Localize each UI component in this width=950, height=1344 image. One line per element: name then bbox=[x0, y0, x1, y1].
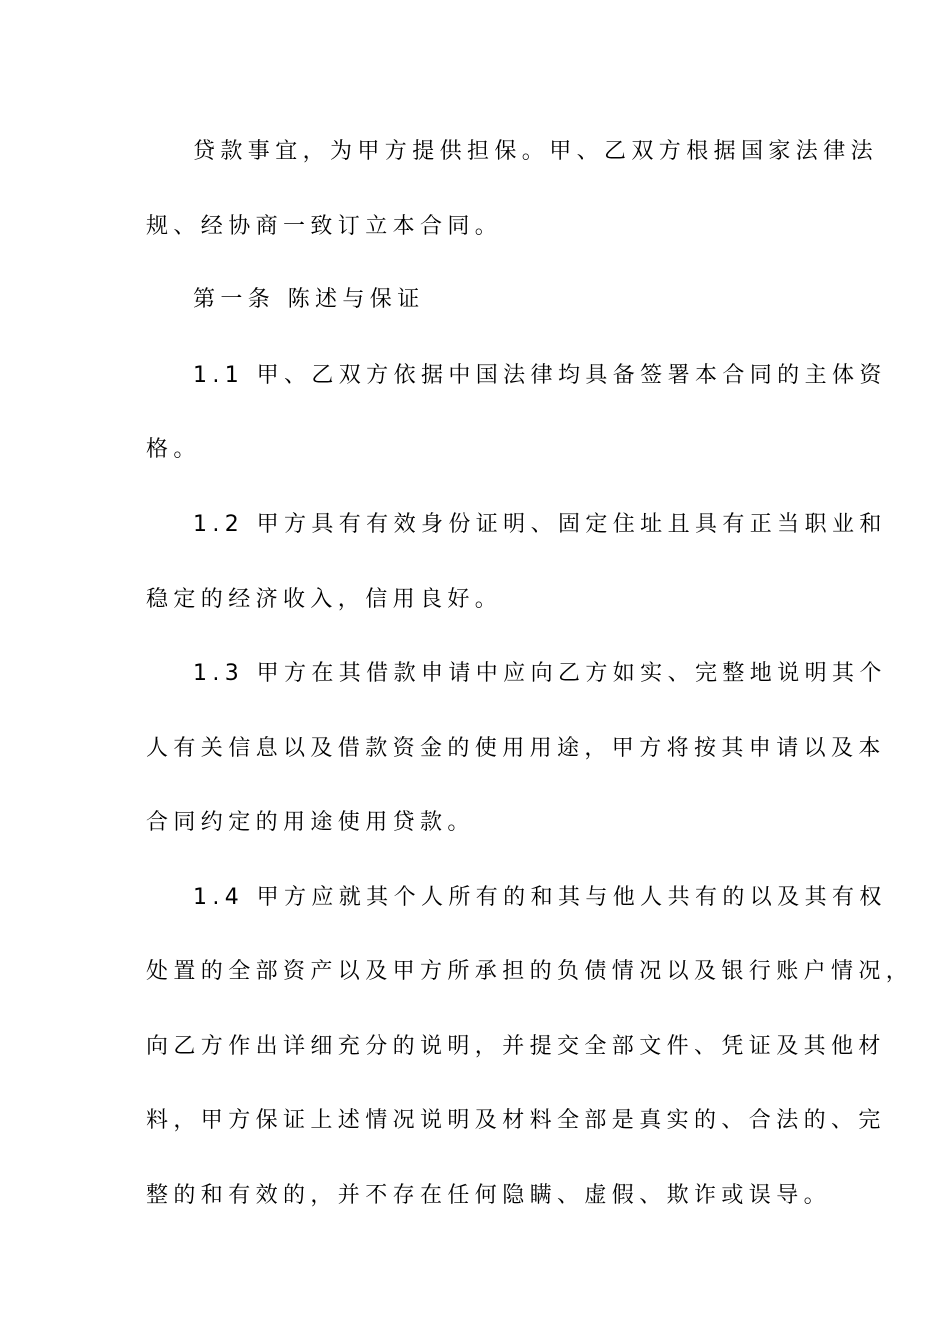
text-line: 规、经协商一致订立本合同。 bbox=[146, 214, 503, 239]
text-line: 向乙方作出详细充分的说明，并提交全部文件、凭证及其他材 bbox=[146, 1034, 886, 1059]
text-line: 格。 bbox=[146, 437, 201, 462]
text-line: 1.1 甲、乙双方依据中国法律均具备签署本合同的主体资 bbox=[193, 363, 887, 388]
text-line: 贷款事宜，为甲方提供担保。甲、乙双方根据国家法律法 bbox=[193, 139, 879, 164]
text-line: 1.4 甲方应就其个人所有的和其与他人共有的以及其有权 bbox=[193, 885, 887, 910]
text-line: 料，甲方保证上述情况说明及材料全部是真实的、合法的、完 bbox=[146, 1108, 886, 1133]
text-line: 稳定的经济收入，信用良好。 bbox=[146, 587, 503, 612]
text-line: 处置的全部资产以及甲方所承担的负债情况以及银行账户情况， bbox=[146, 959, 914, 984]
section-heading: 第一条 陈述与保证 bbox=[193, 287, 425, 312]
text-line: 整的和有效的，并不存在任何隐瞒、虚假、欺诈或误导。 bbox=[146, 1183, 832, 1208]
text-line: 1.3 甲方在其借款申请中应向乙方如实、完整地说明其个 bbox=[193, 661, 887, 686]
text-line: 合同约定的用途使用贷款。 bbox=[146, 810, 475, 835]
text-line: 1.2 甲方具有有效身份证明、固定住址且具有正当职业和 bbox=[193, 512, 887, 537]
text-line: 人有关信息以及借款资金的使用用途，甲方将按其申请以及本 bbox=[146, 736, 886, 761]
